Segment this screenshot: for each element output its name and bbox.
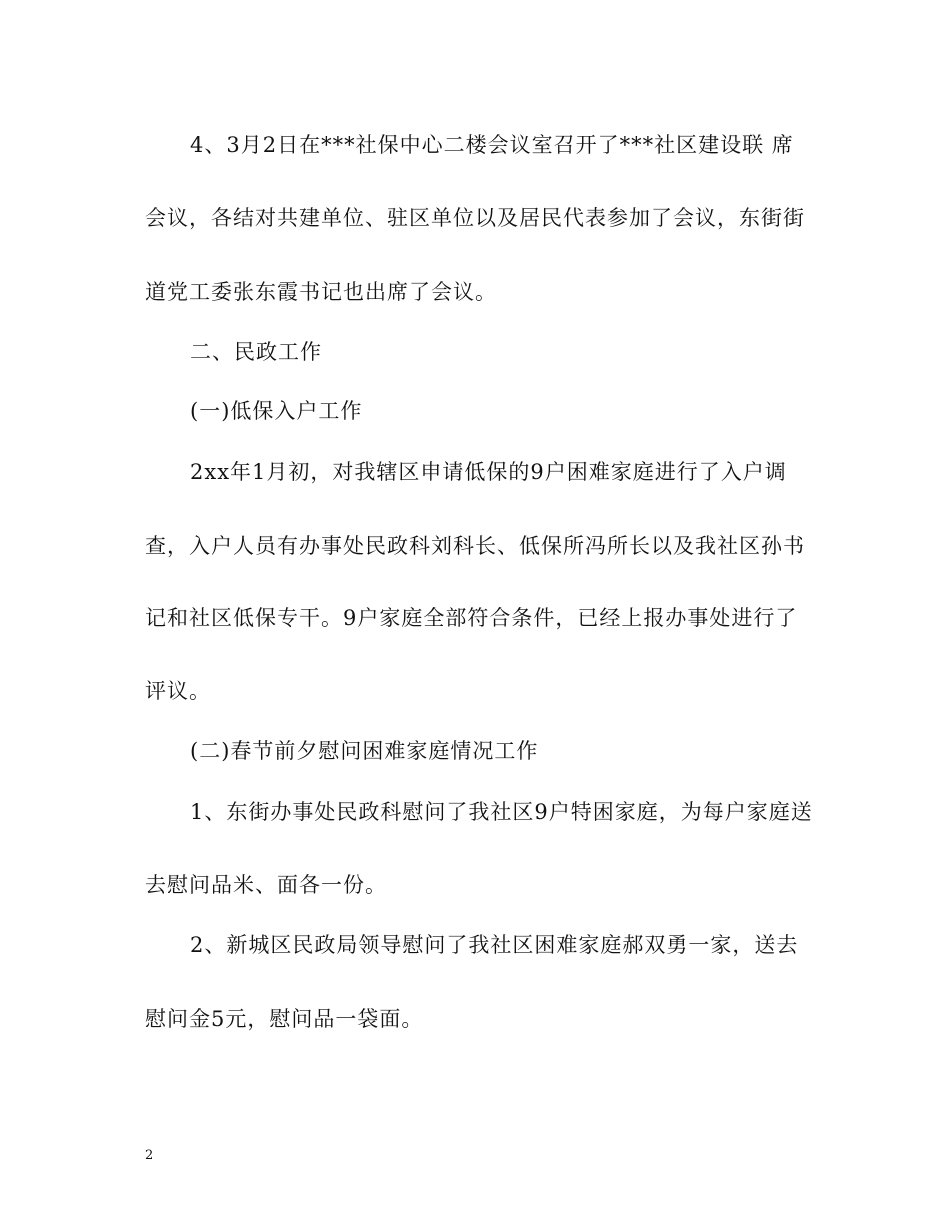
paragraph-line: 会议，各结对共建单位、驻区单位以及居民代表参加了会议，东街街 [145, 206, 805, 230]
paragraph-line: 记和社区低保专干。9户家庭全部符合条件，已经上报办事处进行了 [145, 606, 798, 630]
paragraph-line: 道党工委张东霞书记也出席了会议。 [145, 280, 497, 304]
subsection-heading: (二)春节前夕慰问困难家庭情况工作 [190, 739, 539, 763]
paragraph-line: 4、3月2日在***社保中心二楼会议室召开了***社区建设联 席 [190, 133, 794, 157]
subsection-heading: (一)低保入户工作 [190, 399, 363, 423]
paragraph-line: 评议。 [145, 679, 211, 703]
paragraph-line: 去慰问品米、面各一份。 [145, 873, 387, 897]
page-number: 2 [145, 1148, 154, 1163]
section-heading: 二、民政工作 [190, 340, 322, 364]
paragraph-line: 查，入户人员有办事处民政科刘科长、低保所冯所长以及我社区孙书 [145, 534, 805, 558]
paragraph-line: 慰问金5元，慰问品一袋面。 [145, 1007, 424, 1031]
paragraph-line: 2、新城区民政局领导慰问了我社区困难家庭郝双勇一家，送去 [190, 933, 799, 957]
paragraph-line: 2xx年1月初，对我辖区申请低保的9户困难家庭进行了入户调 [190, 460, 787, 484]
paragraph-line: 1、东街办事处民政科慰问了我社区9户特困家庭，为每户家庭送 [190, 800, 813, 824]
